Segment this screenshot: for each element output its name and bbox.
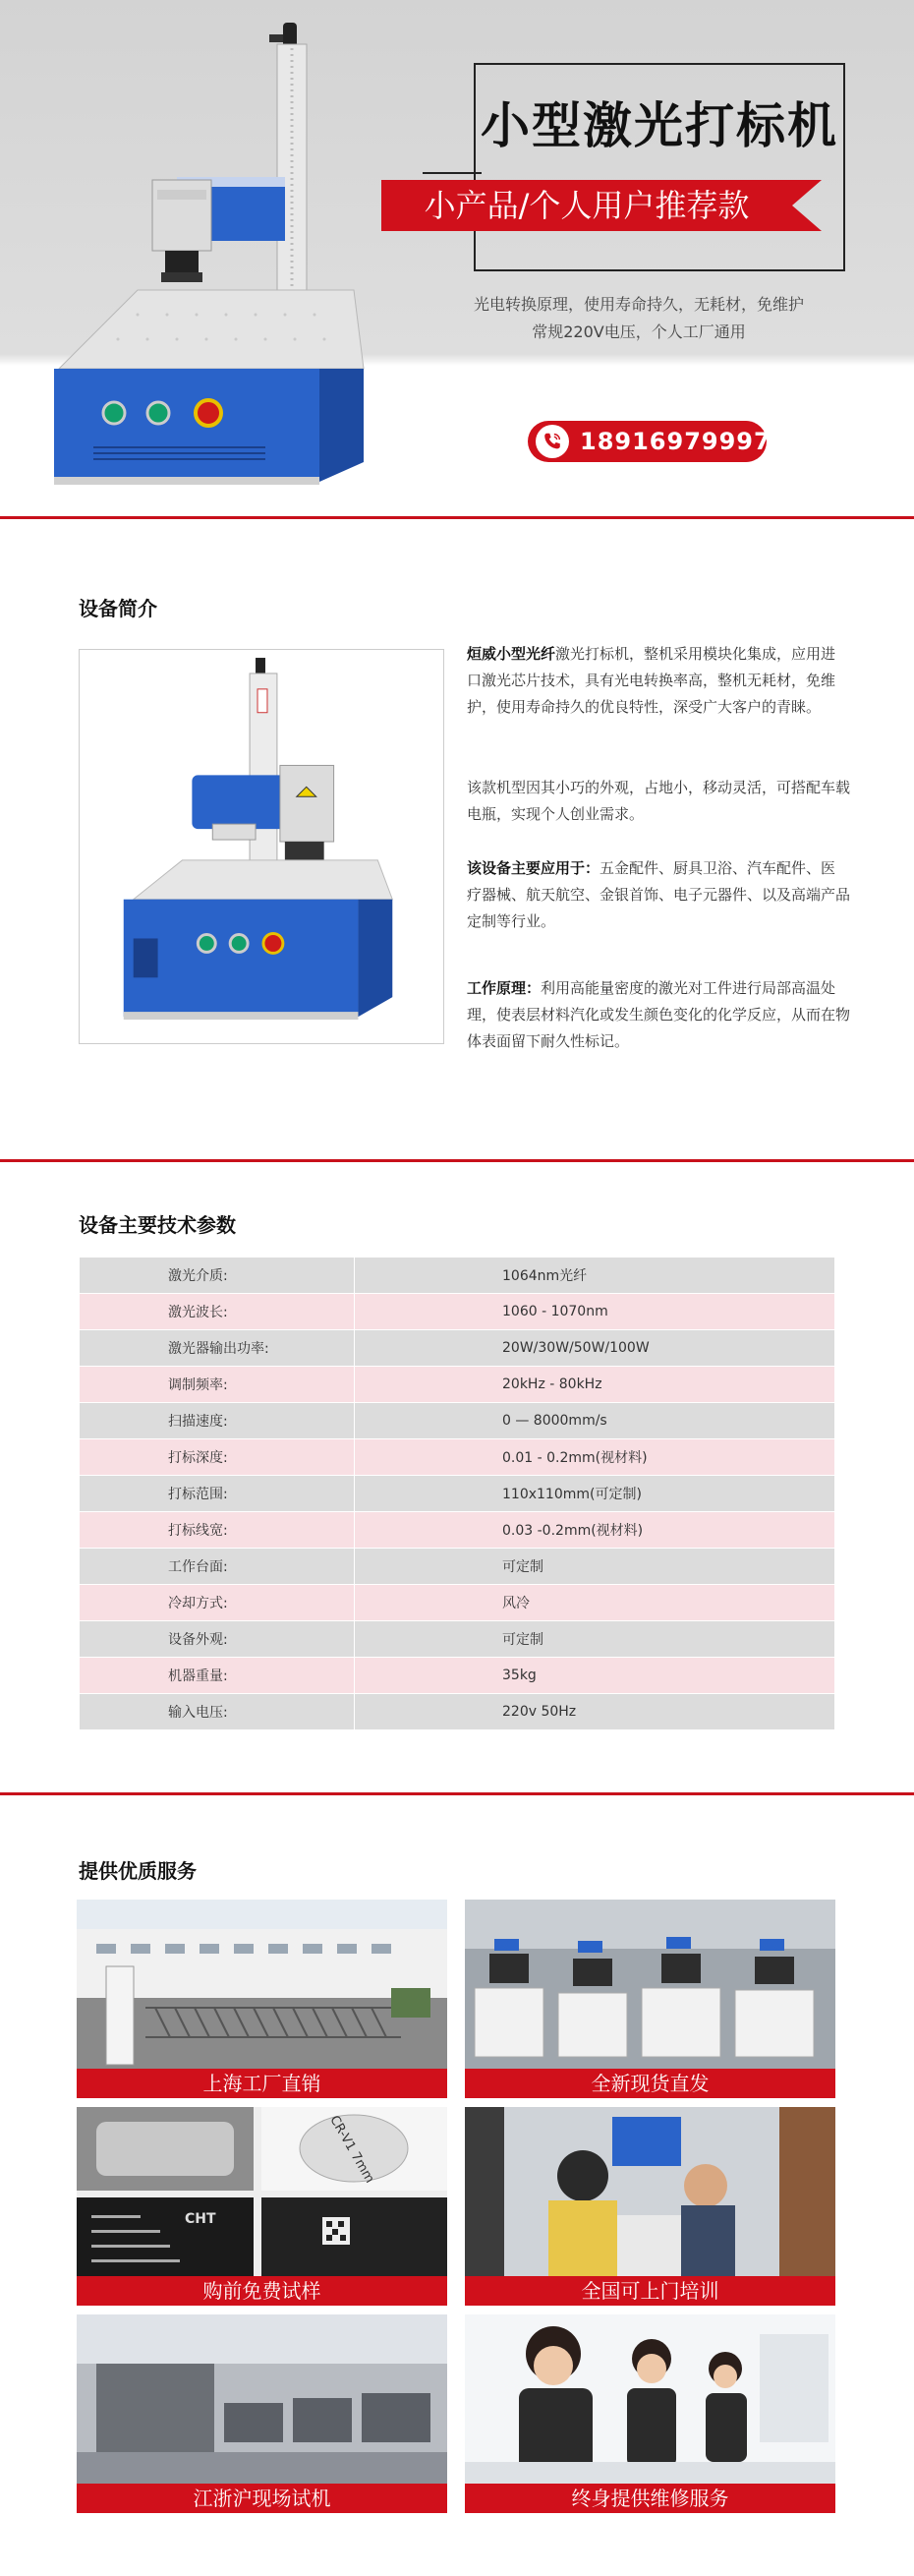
spec-row bbox=[80, 1403, 835, 1439]
spec-label: 调制频率: bbox=[80, 1367, 355, 1403]
service-card-factory bbox=[77, 1900, 447, 2098]
spec-row bbox=[80, 1512, 835, 1549]
hero-desc-line2: 常规220V电压，个人工厂通用 bbox=[532, 322, 746, 341]
service-card-stock bbox=[465, 1900, 835, 2098]
spec-row bbox=[80, 1258, 835, 1294]
spec-label: 打标深度: bbox=[80, 1439, 355, 1476]
spec-row bbox=[80, 1330, 835, 1367]
hero-subtitle: 小产品/个人用户推荐款 bbox=[424, 187, 750, 224]
service-card-onsite bbox=[77, 2314, 447, 2513]
spec-row bbox=[80, 1549, 835, 1585]
service-card-training bbox=[465, 2107, 835, 2306]
brand-name: 烜威小型光纤 bbox=[467, 645, 556, 663]
sample-tag-text: CR-V1 7mm bbox=[326, 2113, 377, 2187]
spec-value: 可定制 bbox=[355, 1549, 835, 1585]
spec-label: 打标线宽: bbox=[80, 1512, 355, 1549]
spec-row bbox=[80, 1694, 835, 1730]
spec-row bbox=[80, 1294, 835, 1330]
service-card-repair bbox=[465, 2314, 835, 2513]
spec-value: 1060 - 1070nm bbox=[355, 1294, 835, 1330]
intro-paragraph-1-text: 激光打标机，整机采用模块化集成，应用进口激光芯片技术，具有光电转换率高，整机无耗材，免维护，使用寿命持久的优良特性，深受广大客户的青睐。 bbox=[467, 645, 836, 716]
spec-value: 0.01 - 0.2mm(视材料) bbox=[355, 1439, 835, 1476]
spec-value: 110x110mm(可定制) bbox=[355, 1476, 835, 1512]
spec-label: 工作台面: bbox=[80, 1549, 355, 1585]
hero-banner bbox=[0, 0, 914, 506]
hero-machine-image bbox=[39, 15, 373, 497]
phone-icon bbox=[542, 431, 563, 452]
intro-heading: 设备简介 bbox=[79, 597, 157, 620]
intro-paragraph-4 bbox=[467, 975, 850, 1055]
intro-paragraph-3 bbox=[467, 855, 850, 935]
spec-value: 1064nm光纤 bbox=[355, 1258, 835, 1294]
intro-paragraph-1 bbox=[467, 641, 850, 721]
spec-label: 设备外观: bbox=[80, 1621, 355, 1658]
spec-value: 0.03 -0.2mm(视材料) bbox=[355, 1512, 835, 1549]
spec-label: 扫描速度: bbox=[80, 1403, 355, 1439]
service-caption: 购前免费试样 bbox=[77, 2276, 447, 2306]
spec-value: 20kHz - 80kHz bbox=[355, 1367, 835, 1403]
spec-label: 机器重量: bbox=[80, 1658, 355, 1694]
service-caption: 终身提供维修服务 bbox=[465, 2484, 835, 2513]
onsite-test-photo bbox=[77, 2314, 447, 2484]
sample-logo-text: CHT bbox=[185, 2211, 216, 2227]
spec-value: 可定制 bbox=[355, 1621, 835, 1658]
specs-heading: 设备主要技术参数 bbox=[79, 1213, 236, 1237]
service-caption: 上海工厂直销 bbox=[77, 2069, 447, 2098]
training-photo bbox=[465, 2107, 835, 2276]
spec-label: 激光介质: bbox=[80, 1258, 355, 1294]
service-caption: 全国可上门培训 bbox=[465, 2276, 835, 2306]
spec-label: 激光器输出功率: bbox=[80, 1330, 355, 1367]
spec-row bbox=[80, 1621, 835, 1658]
spec-label: 冷却方式: bbox=[80, 1585, 355, 1621]
spec-label: 激光波长: bbox=[80, 1294, 355, 1330]
intro-paragraph-2-text: 该款机型因其小巧的外观，占地小，移动灵活，可搭配车载电瓶，实现个人创业需求。 bbox=[467, 779, 851, 823]
spec-value: 20W/30W/50W/100W bbox=[355, 1330, 835, 1367]
spec-row bbox=[80, 1476, 835, 1512]
service-caption: 江浙沪现场试机 bbox=[77, 2484, 447, 2513]
spec-row bbox=[80, 1367, 835, 1403]
spec-value: 35kg bbox=[355, 1658, 835, 1694]
hero-title: 小型激光打标机 bbox=[481, 97, 838, 154]
spec-value: 0 — 8000mm/s bbox=[355, 1403, 835, 1439]
spec-label: 打标范围: bbox=[80, 1476, 355, 1512]
hero-desc-line1: 光电转换原理，使用寿命持久，无耗材，免维护 bbox=[473, 295, 804, 314]
spec-label: 输入电压: bbox=[80, 1694, 355, 1730]
spec-value: 风冷 bbox=[355, 1585, 835, 1621]
phone-number[interactable]: 18916979997 bbox=[580, 428, 771, 455]
section-divider bbox=[0, 516, 914, 519]
section-divider bbox=[0, 1792, 914, 1795]
hero-subtitle-bar-tip bbox=[792, 180, 822, 231]
service-card-sample bbox=[77, 2107, 447, 2306]
application-label: 该设备主要应用于： bbox=[467, 859, 600, 877]
principle-label: 工作原理： bbox=[467, 979, 542, 997]
section-divider bbox=[0, 1159, 914, 1162]
stock-machines-photo bbox=[465, 1900, 835, 2069]
intro-paragraph-4-text: 利用高能量密度的激光对工件进行局部高温处理，使表层材料汽化或发生颜色变化的化学反应，从而在物体表面留下耐久性标记。 bbox=[467, 979, 851, 1050]
free-sample-photo bbox=[77, 2107, 447, 2276]
product-photo bbox=[79, 649, 444, 1044]
factory-gate-photo bbox=[77, 1900, 447, 2069]
intro-paragraph-2 bbox=[467, 775, 850, 828]
support-staff-photo bbox=[465, 2314, 835, 2484]
spec-row bbox=[80, 1658, 835, 1694]
services-heading: 提供优质服务 bbox=[79, 1859, 197, 1883]
spec-value: 220v 50Hz bbox=[355, 1694, 835, 1730]
spec-row bbox=[80, 1439, 835, 1476]
intro-paragraph-3-text: 五金配件、厨具卫浴、汽车配件、医疗器械、航天航空、金银首饰、电子元器件、以及高端产品定制等行业。 bbox=[467, 859, 851, 930]
service-caption: 全新现货直发 bbox=[465, 2069, 835, 2098]
spec-table bbox=[79, 1257, 835, 1730]
spec-row bbox=[80, 1585, 835, 1621]
frame-accent-line bbox=[423, 170, 482, 176]
